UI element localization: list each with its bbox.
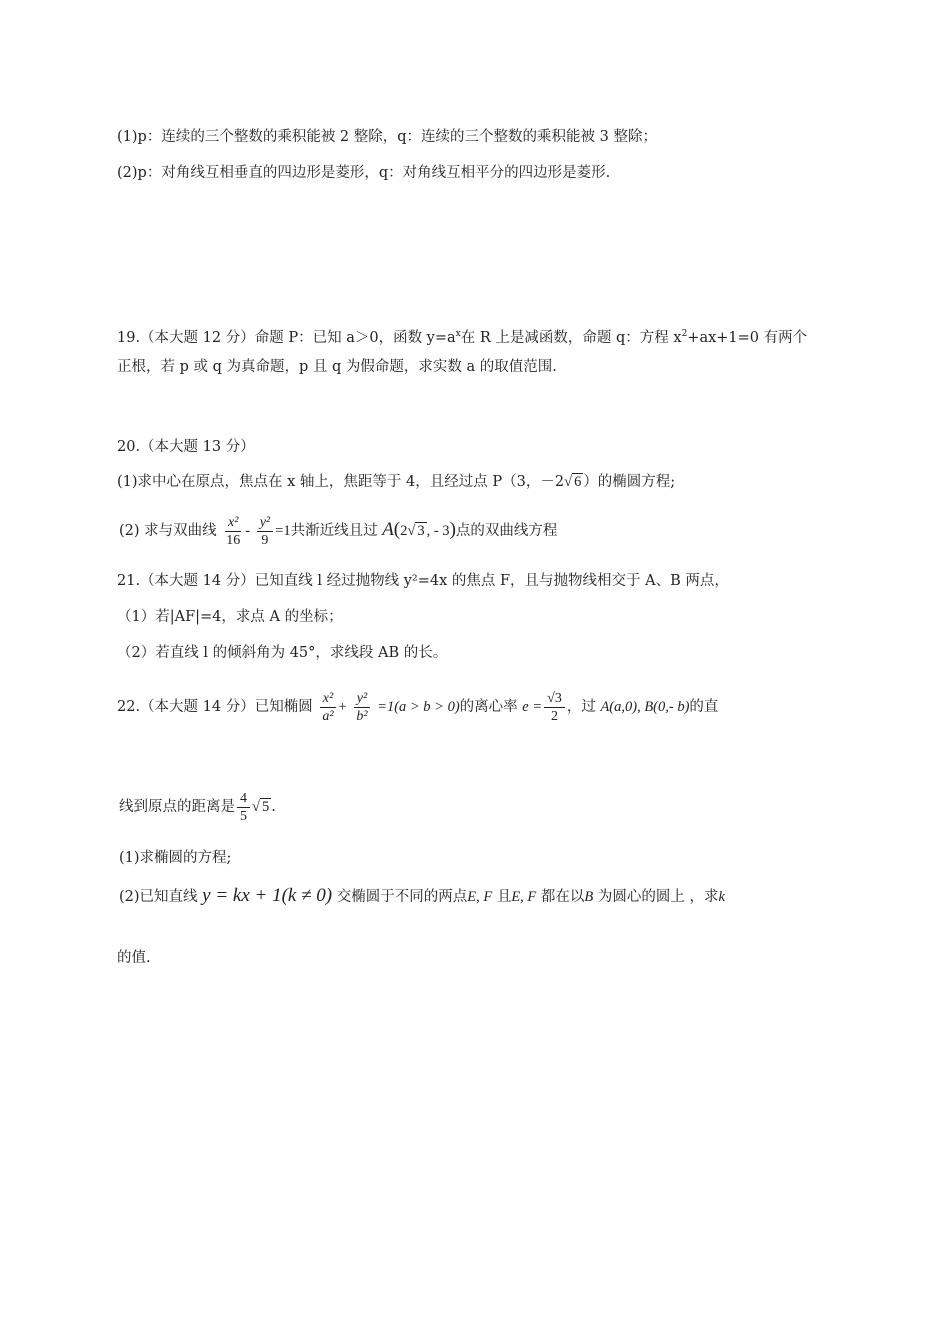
open-paren: ( [393, 519, 401, 540]
q20-p1-text-a: (1)求中心在原点，焦点在 x 轴上，焦距等于 4，且经过点 P（3，－2 [117, 474, 565, 490]
fraction-x2-16 [223, 514, 243, 549]
line-equation: y = kx + 1(k ≠ 0) [202, 885, 333, 906]
fraction-x2-a2 [319, 690, 336, 725]
fraction-sqrt3-2 [544, 690, 565, 725]
fraction-numerator: x² [225, 514, 241, 532]
fraction-numerator: √3 [544, 690, 565, 708]
fraction-4-5 [237, 790, 250, 825]
q18-part1: (1)p：连续的三个整数的乘积能被 2 整除，q：连续的三个整数的乘积能被 3 整除； [117, 129, 657, 145]
q19-text-a: 19.（本大题 12 分）命题 P：已知 a＞0，函数 y=a [117, 330, 456, 346]
q19-text-c: +ax+1=0 有两个 [687, 330, 808, 346]
minus-sign: - [245, 523, 251, 539]
q22-text-a: 22.（本大题 14 分）已知椭圆 [117, 699, 313, 715]
q19-line2: 正根，若 p 或 q 为真命题，p 且 q 为假命题，求实数 a 的取值范围. [117, 359, 557, 375]
q22-l4-text-b: 交椭圆于不同的两点 [336, 889, 468, 905]
q21-part2: （2）若直线 l 的倾斜角为 45°，求线段 AB 的长。 [117, 645, 448, 661]
points-e-f: E, F [467, 889, 493, 905]
q22-text-b: 的离心率 [459, 699, 518, 715]
q22-l4-text-d: 都在以 [540, 889, 585, 905]
fraction-denominator: 9 [261, 532, 269, 548]
fraction-denominator: 5 [240, 808, 247, 824]
q20-heading: 20.（本大题 13 分） [117, 439, 255, 455]
q22-part1: (1)求椭圆的方程; [119, 850, 232, 866]
close-paren: ) [449, 519, 456, 540]
fraction-y2-b2 [353, 690, 370, 725]
fraction-numerator: 4 [237, 790, 250, 808]
q20-p2-text-b: 共渐近线且过 [290, 523, 378, 539]
q21-part1: （1）若|AF|=4，求点 A 的坐标； [117, 609, 343, 625]
q22-l2-text-b: . [271, 799, 276, 815]
sqrt-5-radicand: 5 [261, 799, 270, 815]
q18-part2: (2)p：对角线互相垂直的四边形是菱形，q：对角线互相平分的四边形是菱形. [117, 165, 611, 181]
q20-part1 [117, 472, 675, 492]
q20-part2 [119, 510, 557, 551]
q22-l4-text-e: 为圆心的圆上 ，求 [597, 889, 719, 905]
q22-line-end: 的值. [117, 950, 151, 966]
points-e-f: E, F [511, 889, 537, 905]
plus-sign: + [338, 699, 347, 715]
q19-sup-2: 2 [681, 329, 688, 340]
fraction-denominator: a² [322, 708, 334, 724]
eccentricity-label: e = [522, 699, 543, 715]
q21-line1: 21.（本大题 14 分）已知直线 l 经过抛物线 y²=4x 的焦点 F，且与抛物线相交于 A、B 两点， [117, 573, 729, 589]
point-b: B [584, 889, 594, 905]
q19-text-b: 在 R 上是减函数，命题 q：方程 x [460, 330, 682, 346]
q20-p1-text-b: ）的椭圆方程; [583, 474, 676, 490]
q22-text-d: 的直 [689, 699, 719, 715]
sqrt-3-radicand: 3 [417, 523, 425, 539]
fraction-numerator: y² [257, 514, 273, 532]
sqrt-3: √ 3 [407, 523, 425, 539]
fraction-y2-9 [257, 514, 273, 549]
q22-l4-text-c: 且 [496, 889, 512, 905]
sqrt-6: √ 6 [564, 474, 582, 490]
fraction-denominator: b² [356, 708, 368, 724]
q22-line2 [119, 785, 276, 829]
point-a-label: A [382, 519, 394, 540]
point-a-x-coef: 2 [400, 523, 408, 539]
sqrt-6-radicand: 6 [574, 474, 582, 490]
variable-k: k [718, 889, 725, 905]
sqrt-5: √ 5 [252, 799, 270, 815]
q19-line1 [117, 328, 807, 348]
point-a-y: , - 3 [426, 523, 450, 539]
q22-text-c: ，过 [566, 699, 596, 715]
q22-l4-text-a: (2)已知直线 [119, 889, 198, 905]
q20-p2-text-c: 点的双曲线方程 [455, 523, 558, 539]
equals-one: =1 [275, 523, 291, 539]
q19-sup-x: x [455, 329, 461, 340]
q22-line1 [117, 682, 718, 732]
fraction-numerator: x² [320, 690, 336, 708]
fraction-denominator: 16 [226, 532, 241, 548]
points-a-b: A(a,0), B(0,- b) [600, 699, 690, 715]
q20-p2-text-a: (2) 求与双曲线 [119, 523, 217, 539]
fraction-denominator: 2 [550, 708, 558, 724]
q22-l2-text-a: 线到原点的距离是 [119, 799, 235, 815]
ellipse-equation-rhs: =1(a > b > 0) [377, 699, 460, 715]
q22-part2 [119, 880, 725, 913]
fraction-numerator: y² [354, 690, 370, 708]
